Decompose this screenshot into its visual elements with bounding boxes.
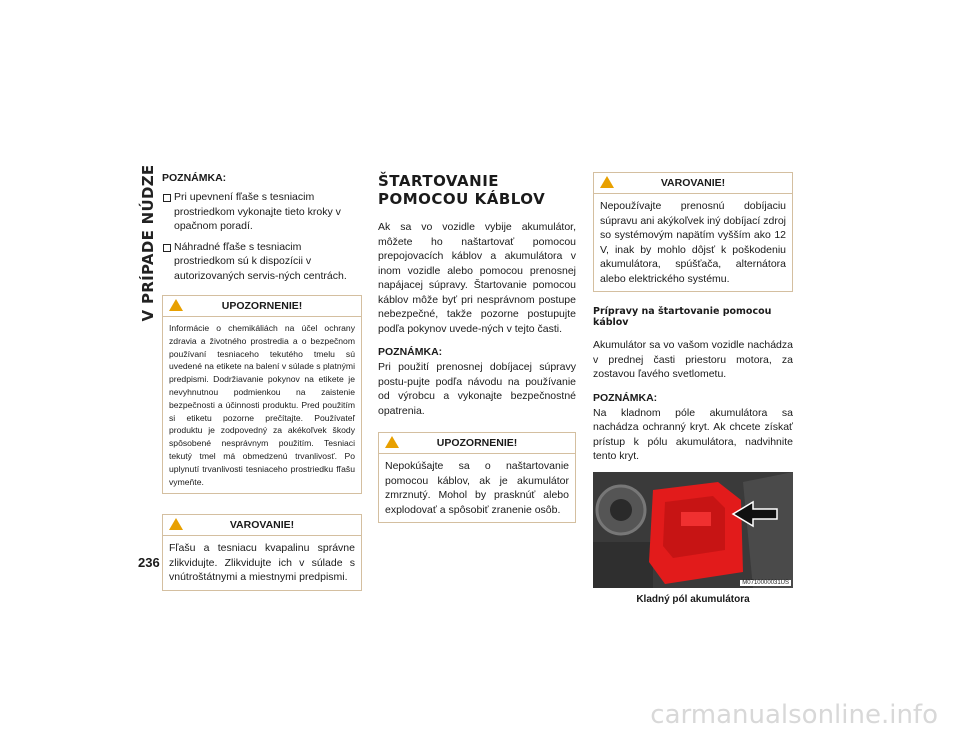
note-heading: POZNÁMKA: bbox=[593, 391, 658, 404]
checkbox-bullet-icon bbox=[163, 194, 171, 202]
caution-box bbox=[162, 295, 362, 494]
caution-text: Informácie o chemikáliách na účel ochrany zdravia a životného prostredia a o bezpečnom používaní tesniaceho tekutého tmelu sú uvedené na etikete na balení v súlade s platnými predpismi. Dodržiavanie pokynov na etikete je nevyhnutnou podmienkou na zaistenie bezpečnosti a účinnosti produktu. Pred použitím si etiketu pozorne prečítajte. Používateľ produktu je zodpovedný za akékoľvek škody spôsobené nesprávnym použitím. Tesniaci tekutý tmel má obmedzenú trvanlivosť. Po uplynutí trvanlivosti tesniaceho prostriedku fľašu vymeňte. bbox=[169, 323, 355, 487]
subsection-title: Prípravy na štartovanie pomocou káblov bbox=[593, 306, 772, 328]
caution-text: Nepokúšajte sa o naštartovanie pomocou káblov, ak je akumulátor zmrznutý. Mohol by prasknúť alebo explodovať a spôsobiť zranenie osôb. bbox=[385, 460, 569, 516]
column-1 bbox=[162, 172, 362, 591]
section-title: ŠTARTOVANIE POMOCOU KÁBLOV bbox=[378, 172, 546, 208]
note-heading: POZNÁMKA: bbox=[162, 172, 227, 184]
watermark: carmanualsonline.info bbox=[650, 700, 938, 730]
caution-title: UPOZORNENIE! bbox=[221, 300, 303, 312]
warning-header bbox=[594, 173, 792, 194]
warning-title: VAROVANIE! bbox=[229, 519, 295, 532]
note-text: Pri použití prenosnej dobíjacej súpravy postu-pujte podľa návodu na používanie od výrobcu a vykonajte bezpečnostné opatrenia. bbox=[378, 361, 576, 417]
warning-triangle-icon bbox=[385, 436, 399, 448]
column-3 bbox=[593, 172, 793, 605]
checkbox-bullet-icon bbox=[163, 244, 171, 252]
warning-header bbox=[163, 515, 361, 536]
caution-header bbox=[379, 433, 575, 454]
caution-box bbox=[378, 432, 576, 523]
warning-text: Nepoužívajte prenosnú dobíjaciu súpravu ani akýkoľvek iný dobíjací zdroj so systémovým napätím vyšším ako 12 V, inak by mohlo dôjsť k poškodeniu akumulátora, spúšťača, alternátora alebo elektrického systému. bbox=[600, 200, 786, 285]
battery-location-paragraph: Akumulátor sa vo vašom vozidle nachádza v prednej časti priestoru motora, za zostavou ľavého svetlometu. bbox=[593, 339, 793, 380]
figure-code: M0710000031US bbox=[742, 579, 789, 586]
column-2 bbox=[378, 172, 576, 523]
warning-triangle-icon bbox=[169, 299, 183, 311]
engine-bay-illustration bbox=[593, 472, 793, 588]
battery-figure bbox=[593, 472, 793, 588]
warning-box bbox=[162, 514, 362, 591]
note-heading: POZNÁMKA: bbox=[378, 346, 443, 358]
chapter-title: V PRÍPADE NÚDZE bbox=[139, 164, 157, 322]
warning-text: Fľašu a tesniacu kvapalinu správne zlikvidujte. Zlikvidujte ich v súlade s vnútroštátnymi a miestnymi predpismi. bbox=[169, 542, 355, 584]
figure-caption: Kladný pól akumulátora bbox=[636, 593, 750, 605]
list-item bbox=[162, 190, 362, 234]
note-text: Na kladnom póle akumulátora sa nachádza ochranný kryt. Ak chcete získať prístup k pólu akumulátora, nadvihnite tento kryt. bbox=[593, 406, 793, 462]
bullet-text: Pri upevnení fľaše s tesniacim prostriedkom vykonajte tieto kroky v opačnom poradí. bbox=[174, 191, 341, 232]
warning-title: VAROVANIE! bbox=[660, 177, 726, 189]
warning-triangle-icon bbox=[600, 176, 614, 188]
caution-header bbox=[163, 296, 361, 317]
warning-triangle-icon bbox=[169, 518, 183, 530]
caution-title: UPOZORNENIE! bbox=[436, 437, 518, 449]
warning-box bbox=[593, 172, 793, 292]
bullet-text: Náhradné fľaše s tesniacim prostriedkom sú k dispozícii v autorizovaných servis-ných centrách. bbox=[174, 240, 347, 282]
intro-paragraph: Ak sa vo vozidle vybije akumulátor, môžete ho naštartovať pomocou prepojovacích káblov a akumulátora v inom vozidle alebo pomocou prenosnej napájacej súpravy. Štartovanie pomocou káblov môže byť pri nesprávnom postupe nebezpečné, takže pozorne postupujte podľa pokynov uvede-ných v tejto časti. bbox=[378, 221, 576, 335]
page-number: 236 bbox=[138, 555, 160, 570]
list-item bbox=[162, 240, 362, 284]
chapter-side-tab bbox=[138, 164, 158, 322]
